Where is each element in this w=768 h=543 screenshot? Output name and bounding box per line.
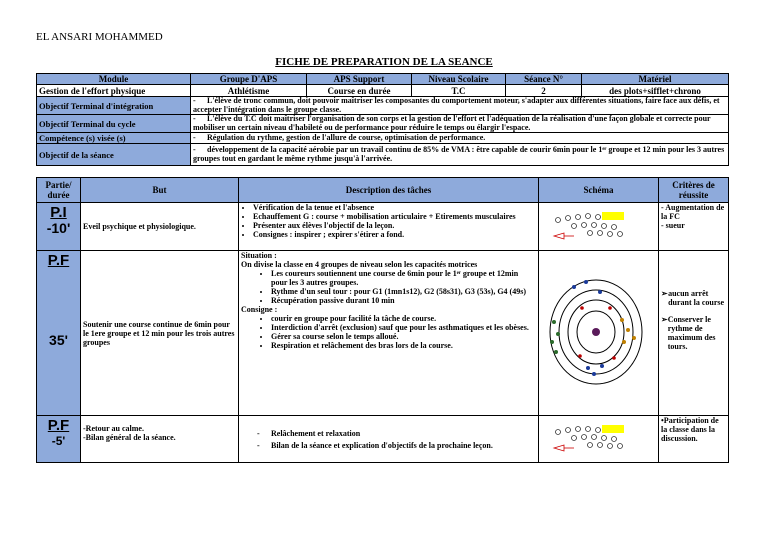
value-materiel: des plots+sifflet+chrono (582, 85, 729, 97)
center-mark (592, 328, 600, 336)
objective-label: Objectif Terminal d'intégration (37, 97, 191, 115)
criteria-item: - sueur (661, 221, 685, 230)
phase-duration: -10' (46, 220, 71, 236)
objective-label: Objectif de la séance (37, 144, 191, 166)
track-schema (539, 251, 659, 416)
goal-line: -Retour au calme. (83, 424, 144, 433)
value-niveau: T.C (412, 85, 506, 97)
info-header-row (37, 74, 729, 85)
header-materiel: Matériel (582, 74, 729, 85)
objective-row: Compétence (s) visée (s) - Régulation du rythme, gestion de l'allure de course, optimisation de performance. (37, 133, 729, 144)
value-groupe-aps: Athlétisme (191, 85, 307, 97)
info-table (36, 73, 729, 166)
situation-item: • Rythme d'un seul tour : pour G1 (1mn1s12), G2 (58s31), G3 (53s), G4 (49s) (271, 287, 536, 296)
criteria-item: aucun arrêt durant la course (668, 289, 725, 307)
author-name: EL ANSARI MOHAMMED (36, 31, 163, 43)
phase-criteria (659, 251, 729, 416)
situation-item: • Les coureurs soutiennent une course de 6min pour le 1ᵉʳ groupe et 12min pour les 3 autres groupes. (271, 269, 536, 287)
situation-intro: On divise la classe en 4 groupes de niveau selon les capacités motrices (241, 260, 478, 269)
arrow-bullet-icon: ➢ (661, 315, 668, 324)
warmup-diagram-icon (544, 206, 654, 246)
phase-duration: 35' (49, 332, 68, 348)
phase-description (239, 251, 539, 416)
task-item: • Echauffement G : course + mobilisation articulaire + Etirements musculaires (253, 212, 536, 221)
situation-title: Situation : (241, 251, 277, 260)
highlight-mark (602, 425, 624, 433)
consigne-item: • Respiration et relâchement des bras lors de la course. (271, 341, 536, 350)
running-track-icon (544, 272, 654, 392)
criteria-item: - Augmentation de la FC (661, 203, 725, 221)
objective-label: Compétence (s) visée (s) (37, 133, 191, 144)
header-aps-support: APS Support (307, 74, 412, 85)
phase-cell (37, 416, 81, 463)
phase-duration: -5' (51, 434, 66, 448)
cooldown-diagram-icon (544, 420, 654, 456)
header-phase: Partie/ durée (37, 178, 81, 203)
objective-row: Objectif de la séance - développement de la capacité aérobie par un travail continu de 85% de VMA : être capable de courir 6min pour le 1ᵉʳ groupe et 12 min pour les 3 autres groupes tout en gardant le même rythme jusqu'à l'arrivée. (37, 144, 729, 166)
phase-criteria (659, 203, 729, 251)
arrow-bullet-icon: ➢ (661, 289, 668, 298)
header-description: Description des tâches (239, 178, 539, 203)
task-item: • Présenter aux élèves l'objectif de la leçon. (253, 221, 536, 230)
objective-row: Objectif Terminal du cycle - L'élève du T.C doit maîtriser l'organisation de son corps et la gestion de l'effort et l'adéquation de la réalisation d'une façon globale et correcte pour mobiliser un certain niveau d'habileté ou de performance pour réduire le temps ou élargir l'espace. (37, 115, 729, 133)
header-groupe-aps: Groupe D'APS (191, 74, 307, 85)
objective-text: L'élève de tronc commun, doit pouvoir maîtriser les composantes du comportement moteur, s'adapter aux différentes situations, faire face aux défis, et accepter l'intégration dans le groupe classe. (193, 96, 720, 114)
consigne-item: • courir en groupe pour facilité la tâche de course. (271, 314, 536, 323)
cooldown-schema (539, 416, 659, 463)
phase-row (37, 251, 729, 416)
lesson-header-row (37, 178, 729, 203)
consigne-item: • Interdiction d'arrêt (exclusion) sauf que pour les asthmatiques et les obèses. (271, 323, 536, 332)
objective-text: Régulation du rythme, gestion de l'allure de course, optimisation de performance. (207, 132, 486, 142)
phase-cell (37, 251, 81, 416)
phase-criteria: •Participation de la classe dans la discussion. (659, 416, 729, 463)
goal-line: -Bilan général de la séance. (83, 433, 176, 442)
highlight-mark (602, 212, 624, 220)
header-but: But (81, 178, 239, 203)
objective-text: L'élève du T.C doit maîtriser l'organisation de son corps et la gestion de l'effort et l'adéquation de la réalisation d'une façon globale et correcte pour mobiliser un certain niveau d'habileté ou de performance pour réduire le temps ou élargir l'espace. (193, 114, 711, 132)
phase-code: P.F (47, 417, 70, 434)
objective-label: Objectif Terminal du cycle (37, 115, 191, 133)
task-item: • Vérification de la tenue et l'absence (253, 203, 536, 212)
phase-code: P.I (50, 204, 67, 221)
phase-goal: Soutenir une course continue de 6min pour le 1ere groupe et 12 min pour les trois autres groupes (81, 251, 239, 416)
situation-item: • Récupération passive durant 10 min (271, 296, 536, 305)
header-criteres: Critères de réussite (659, 178, 729, 203)
header-schema: Schéma (539, 178, 659, 203)
lesson-table (36, 177, 729, 463)
info-values-row (37, 85, 729, 97)
task-item: • Consignes : inspirer ; expirer s'étirer a fond. (253, 230, 536, 239)
task-item: Bilan de la séance et explication d'objectifs de la prochaine leçon. (271, 440, 493, 450)
phase-description: - Relâchement et relaxation - Bilan de la séance et explication d'objectifs de la prochaine leçon. (239, 416, 539, 463)
objective-text: développement de la capacité aérobie par un travail continu de 85% de VMA : être capable de courir 6min pour le 1ᵉʳ groupe et 12 min pour les 3 autres groupes tout en gardant le même rythme jusqu'à l'arrivée. (193, 145, 725, 163)
phase-code: P.F (47, 252, 70, 269)
header-niveau: Niveau Scolaire (412, 74, 506, 85)
value-seance: 2 (506, 85, 582, 97)
consigne-item: • Gérer sa course selon le temps alloué. (271, 332, 536, 341)
objective-row: Objectif Terminal d'intégration - L'élève de tronc commun, doit pouvoir maîtriser les composantes du comportement moteur, s'adapter aux différentes situations, faire face aux défis, et accepter l'intégration dans le groupe classe. (37, 97, 729, 115)
phase-goal: Eveil psychique et physiologique. (81, 203, 239, 251)
phase-goal (81, 416, 239, 463)
document-title: FICHE DE PREPARATION DE LA SEANCE (275, 56, 493, 68)
phase-row (37, 203, 729, 251)
task-item: Relâchement et relaxation (271, 428, 361, 438)
consigne-title: Consigne : (241, 305, 278, 314)
warmup-schema (539, 203, 659, 251)
header-module: Module (37, 74, 191, 85)
value-aps-support: Course en durée (307, 85, 412, 97)
phase-description (239, 203, 539, 251)
value-module: Gestion de l'effort physique (37, 85, 191, 97)
phase-cell (37, 203, 81, 251)
phase-row (37, 416, 729, 463)
header-seance: Séance N° (506, 74, 582, 85)
criteria-item: Conserver le rythme de maximum des tours. (667, 315, 716, 351)
